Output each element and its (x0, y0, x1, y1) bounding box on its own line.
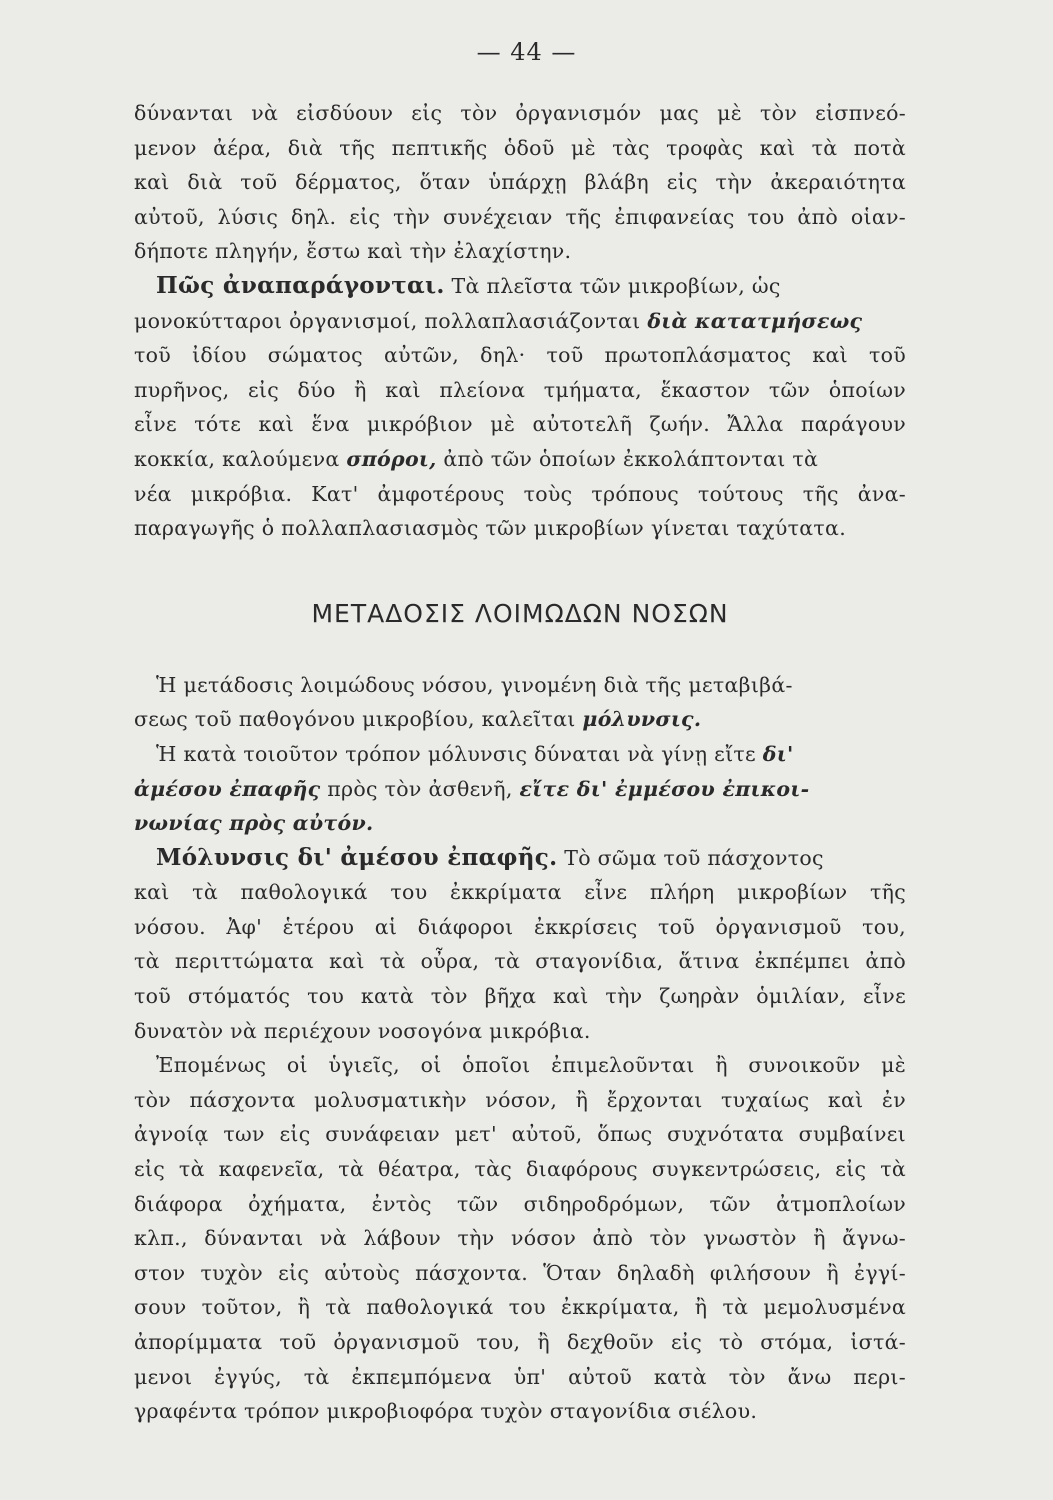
text-line: δήποτε πληγήν, ἔστω καὶ τὴν ἐλαχίστην. (134, 239, 572, 264)
text-segment: Τὸ σῶμα τοῦ πάσχοντος (557, 845, 824, 870)
emphasis-text: σπόροι, (346, 446, 437, 471)
text-line: γραφέντα τρόπον μικροβιοφόρα τυχὸν σταγονίδια σιέλου. (134, 1399, 758, 1424)
section-heading: ΜΕΤΑΔΟΣΙΣ ΛΟΙΜΩΔΩΝ ΝΟΣΩΝ (311, 598, 729, 628)
text-line (134, 702, 906, 737)
paragraph-modes (134, 737, 906, 841)
text-segment: ἀπὸ τῶν ὁποίων ἐκκολάπτονται τὰ (436, 446, 819, 471)
paragraph-1 (134, 96, 906, 269)
text-line (134, 304, 906, 339)
text-line: διάφορα ὀχήματα, ἐντὸς τῶν σιδηροδρόμων, τῶν ἀτμοπλοίων (134, 1191, 906, 1216)
text-line: δυνατὸν νὰ περιέχουν νοσογόνα μικρόβια. (134, 1018, 591, 1043)
text-line: τοῦ στόματός του κατὰ τὸν βῆχα καὶ τὴν ζωηρὰν ὁμιλίαν, εἶνε (134, 984, 906, 1009)
paragraph-reproduction (134, 269, 906, 546)
text-line: παραγωγῆς ὁ πολλαπλασιασμὸς τῶν μικροβίων γίνεται ταχύτατα. (134, 516, 847, 541)
text-line: μενον ἀέρα, διὰ τῆς πεπτικῆς ὁδοῦ μὲ τὰς τροφὰς καὶ τὰ ποτὰ (134, 135, 906, 160)
text-line (134, 269, 906, 304)
text-line: κλπ., δύνανται νὰ λάβουν τὴν νόσον ἀπὸ τὸν γνωστὸν ἢ ἄγνω- (134, 1226, 906, 1251)
text-line: νωνίας πρὸς αὐτόν. (134, 811, 374, 836)
text-line: ἀγνοίᾳ των εἰς συνάφειαν μετ' αὐτοῦ, ὅπως συχνότατα συμβαίνει (134, 1122, 906, 1147)
text-line (134, 442, 906, 477)
text-line: μενοι ἐγγύς, τὰ ἐκπεμπόμενα ὑπ' αὐτοῦ κατὰ τὸν ἄνω περι- (134, 1364, 906, 1389)
text-segment: Ἡ κατὰ τοιοῦτον τρόπον μόλυνσις δύναται νὰ γίνῃ εἴτε (156, 741, 763, 766)
emphasis-text: μόλυνσις. (582, 707, 702, 732)
text-line: στον τυχὸν εἰς αὐτοὺς πάσχοντα. Ὅταν δηλαδὴ φιλήσουν ἢ ἐγγί- (134, 1260, 906, 1285)
text-line (134, 841, 906, 876)
text-line: καὶ διὰ τοῦ δέρματος, ὅταν ὑπάρχῃ βλάβη εἰς τὴν ἀκεραιότητα (134, 170, 906, 195)
text-line (134, 772, 906, 807)
text-line: δύνανται νὰ εἰσδύουν εἰς τὸν ὀργανισμόν μας μὲ τὸν εἰσπνεό- (134, 101, 906, 125)
text-line: Ἡ μετάδοσις λοιμώδους νόσου, γινομένη διὰ τῆς μεταβιβά- (156, 672, 793, 697)
text-line: τὰ περιττώματα καὶ τὰ οὖρα, τὰ σταγονίδια, ἅτινα ἐκπέμπει ἀπὸ (134, 949, 906, 974)
text-segment: σεως τοῦ παθογόνου μικροβίου, καλεῖται (134, 707, 583, 732)
page-number: — 44 — (476, 38, 577, 66)
page-body (134, 96, 906, 1429)
paragraph-consequently (134, 1048, 906, 1429)
paragraph-transmission (134, 668, 906, 737)
text-line: Ἐπομένως οἱ ὑγιεῖς, οἱ ὁποῖοι ἐπιμελοῦνται ἢ συνοικοῦν μὲ (156, 1053, 906, 1078)
text-line: καὶ τὰ παθολογικά του ἐκκρίματα εἶνε πλήρη μικροβίων τῆς (134, 880, 906, 905)
text-line: αὐτοῦ, λύσις δηλ. εἰς τὴν συνέχειαν τῆς ἐπιφανείας του ἀπὸ οἱαν- (134, 204, 906, 229)
section-lead-heading: Πῶς ἀναπαράγονται. (156, 271, 445, 299)
emphasis-text: ἀμέσου ἐπαφῆς (134, 776, 321, 801)
text-line: εἰς τὰ καφενεῖα, τὰ θέατρα, τὰς διαφόρους συγκεντρώσεις, εἰς τὰ (134, 1157, 906, 1182)
text-segment: μονοκύτταροι ὀργανισμοί, πολλαπλασιάζονται (134, 308, 648, 333)
text-line: ἀπορίμματα τοῦ ὀργανισμοῦ του, ἢ δεχθοῦν εἰς τὸ στόμα, ἱστά- (134, 1330, 906, 1354)
text-line (134, 737, 906, 772)
text-segment: κοκκία, καλούμενα (134, 446, 347, 471)
emphasis-text: εἴτε δι' ἐμμέσου ἐπικοι- (519, 776, 810, 801)
emphasis-text: διὰ κατατμήσεως (647, 308, 863, 333)
text-line: νέα μικρόβια. Κατ' ἀμφοτέρους τοὺς τρόπους τούτους τῆς ἀνα- (134, 481, 906, 506)
text-line: νόσου. Ἀφ' ἑτέρου αἱ διάφοροι ἐκκρίσεις τοῦ ὀργανισμοῦ του, (134, 914, 906, 939)
text-segment: πρὸς τὸν ἀσθενῆ, (320, 776, 520, 801)
text-line: τὸν πάσχοντα μολυσματικὴν νόσον, ἢ ἔρχονται τυχαίως καὶ ἐν (134, 1087, 906, 1112)
emphasis-text: δι' (762, 741, 794, 766)
text-segment: Τὰ πλεῖστα τῶν μικροβίων, ὡς (444, 273, 781, 298)
section-lead-heading: Μόλυνσις δι' ἀμέσου ἐπαφῆς. (156, 843, 558, 871)
text-line: εἶνε τότε καὶ ἕνα μικρόβιον μὲ αὐτοτελῆ ζωήν. Ἄλλα παράγουν (134, 412, 906, 437)
text-line: τοῦ ἰδίου σώματος αὐτῶν, δηλ· τοῦ πρωτοπλάσματος καὶ τοῦ (134, 343, 906, 368)
text-line: σουν τοῦτον, ἢ τὰ παθολογικά του ἐκκρίματα, ἢ τὰ μεμολυσμένα (134, 1295, 906, 1320)
paragraph-direct-contact (134, 841, 906, 1049)
text-line: πυρῆνος, εἰς δύο ἢ καὶ πλείονα τμήματα, ἕκαστον τῶν ὁποίων (134, 377, 906, 402)
